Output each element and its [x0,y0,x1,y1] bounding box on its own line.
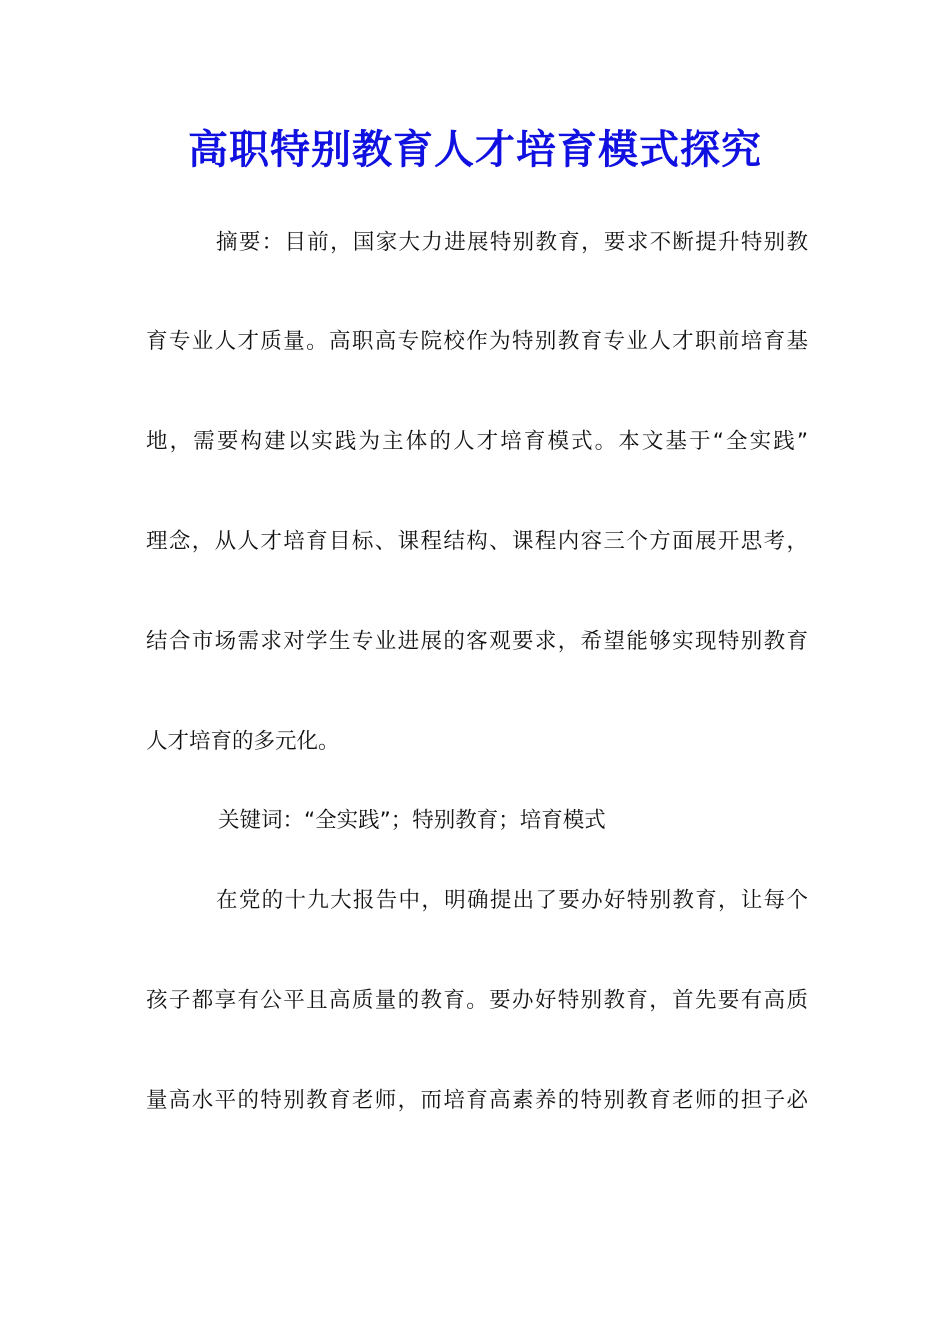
abstract-line: 人才培育的多元化。 [146,729,340,754]
body-line: 在党的十九大报告中，明确提出了要办好特别教育，让每个 [216,888,808,913]
abstract-line: 育专业人才质量。高职高专院校作为特别教育专业人才职前培育基 [146,329,808,354]
document-title: 高职特别教育人才培育模式探究 [188,126,762,173]
abstract-line: 地，需要构建以实践为主体的人才培育模式。本文基于“全实践” [146,429,808,454]
abstract-line: 结合市场需求对学生专业进展的客观要求，希望能够实现特别教育 [146,629,808,654]
abstract-line: 摘要：目前，国家大力进展特别教育，要求不断提升特别教 [216,230,808,255]
body-line: 孩子都享有公平且高质量的教育。要办好特别教育，首先要有高质 [146,988,808,1013]
abstract-line: 理念，从人才培育目标、课程结构、课程内容三个方面展开思考， [146,529,808,554]
body-line: 量高水平的特别教育老师，而培育高素养的特别教育老师的担子必 [146,1088,808,1113]
keywords-line: 关键词：“全实践”；特别教育；培育模式 [218,808,606,833]
